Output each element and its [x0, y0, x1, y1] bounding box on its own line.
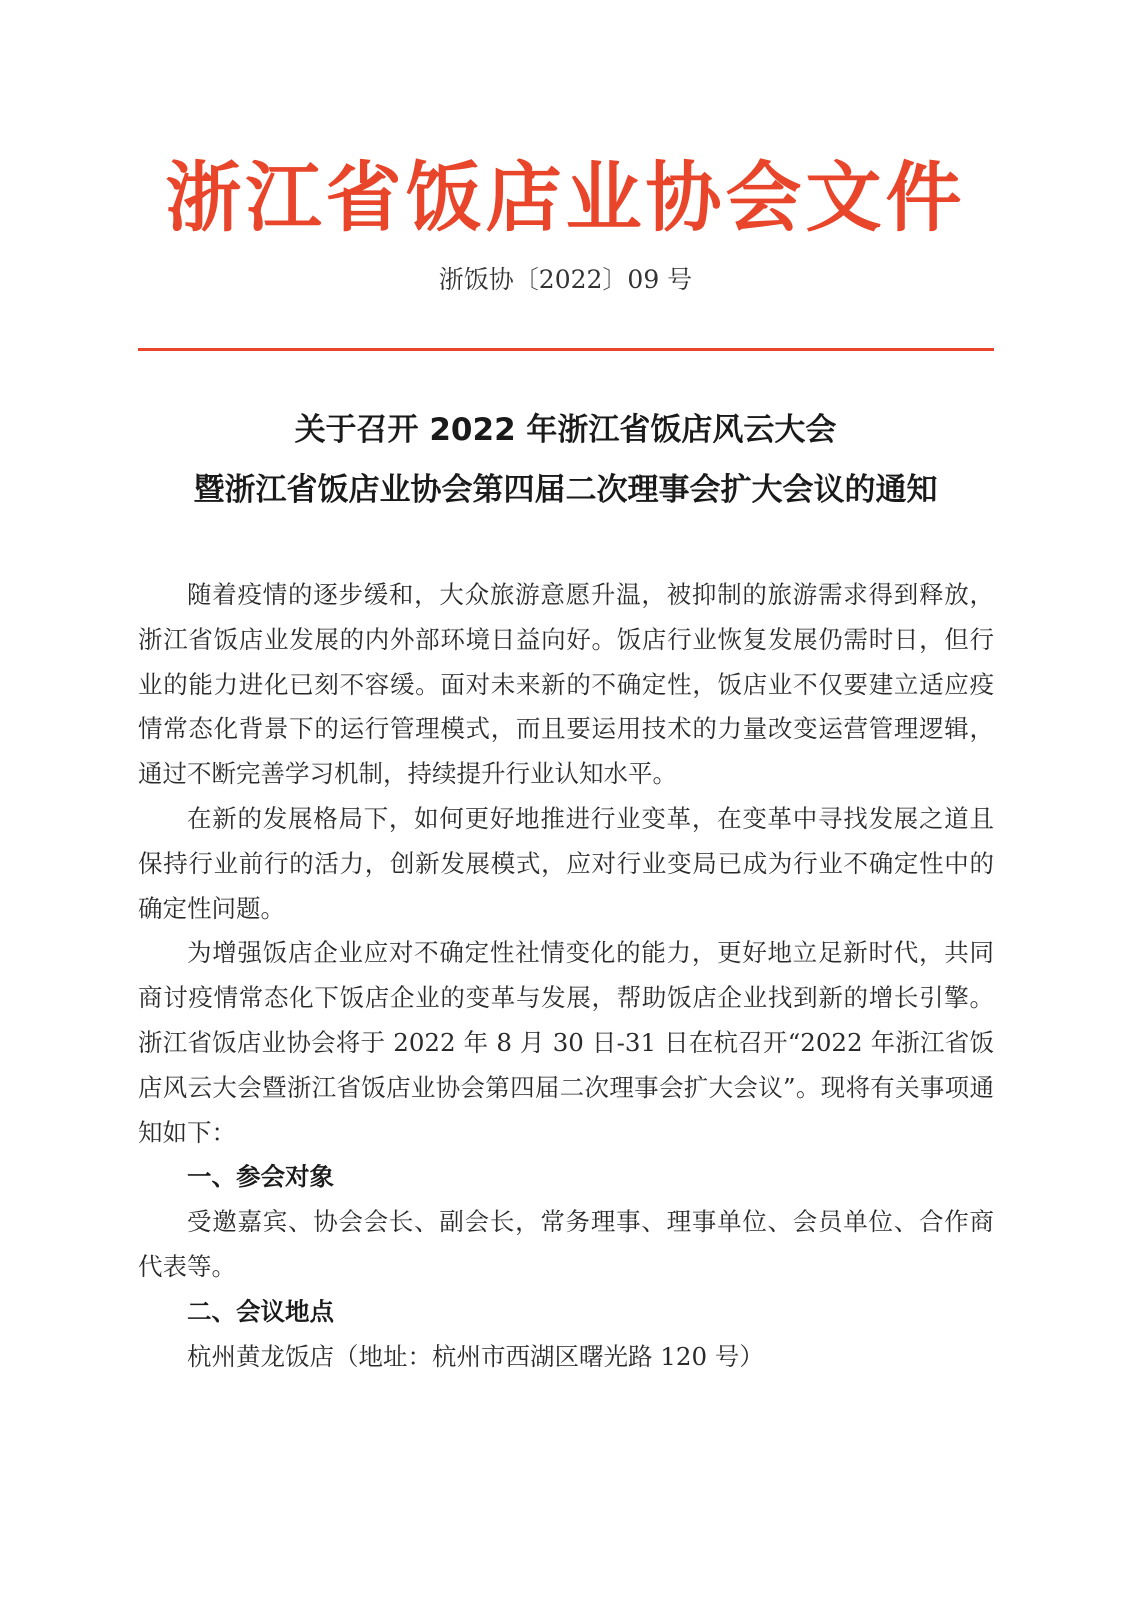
notice-body — [138, 573, 994, 1379]
section-text-attendees: 受邀嘉宾、协会会长、副会长，常务理事、理事单位、会员单位、合作商代表等。 — [138, 1207, 994, 1281]
notice-title — [0, 400, 1131, 520]
notice-title-line-2: 暨浙江省饭店业协会第四届二次理事会扩大会议的通知 — [193, 472, 938, 508]
red-divider-line — [138, 348, 994, 351]
body-paragraph-1: 随着疫情的逐步缓和，大众旅游意愿升温，被抑制的旅游需求得到释放，浙江省饭店业发展的内外部环境日益向好。饭店行业恢复发展仍需时日，但行业的能力进化已刻不容缓。面对未来新的不确定性，饭店业不仅要建立适应疫情常态化背景下的运行管理模式，而且要运用技术的力量改变运营管理逻辑，通过不断完善学习机制，持续提升行业认知水平。 — [138, 580, 994, 789]
document-header-title: 浙江省饭店业协会文件 — [165, 153, 966, 242]
notice-title-line-1: 关于召开 2022 年浙江省饭店风云大会 — [294, 412, 837, 448]
body-paragraph-2: 在新的发展格局下，如何更好地推进行业变革，在变革中寻找发展之道且保持行业前行的活力，创新发展模式，应对行业变局已成为行业不确定性中的确定性问题。 — [138, 803, 994, 923]
section-heading-attendees: 一、参会对象 — [187, 1162, 334, 1192]
section-heading-venue: 二、会议地点 — [187, 1296, 334, 1326]
section-text-venue: 杭州黄龙饭店（地址：杭州市西湖区曙光路 120 号） — [187, 1341, 764, 1371]
document-number: 浙饭协〔2022〕09 号 — [438, 265, 693, 294]
body-paragraph-3: 为增强饭店企业应对不确定性社情变化的能力，更好地立足新时代，共同商讨疫情常态化下饭店企业的变革与发展，帮助饭店企业找到新的增长引擎。浙江省饭店业协会将于 2022 年 8 月 30 日-31 日在杭召开“2022 年浙江省饭店风云大会暨浙江省饭店业协会第四届二次理事会扩大会议”。现将有关事项通知如下： — [138, 938, 994, 1147]
